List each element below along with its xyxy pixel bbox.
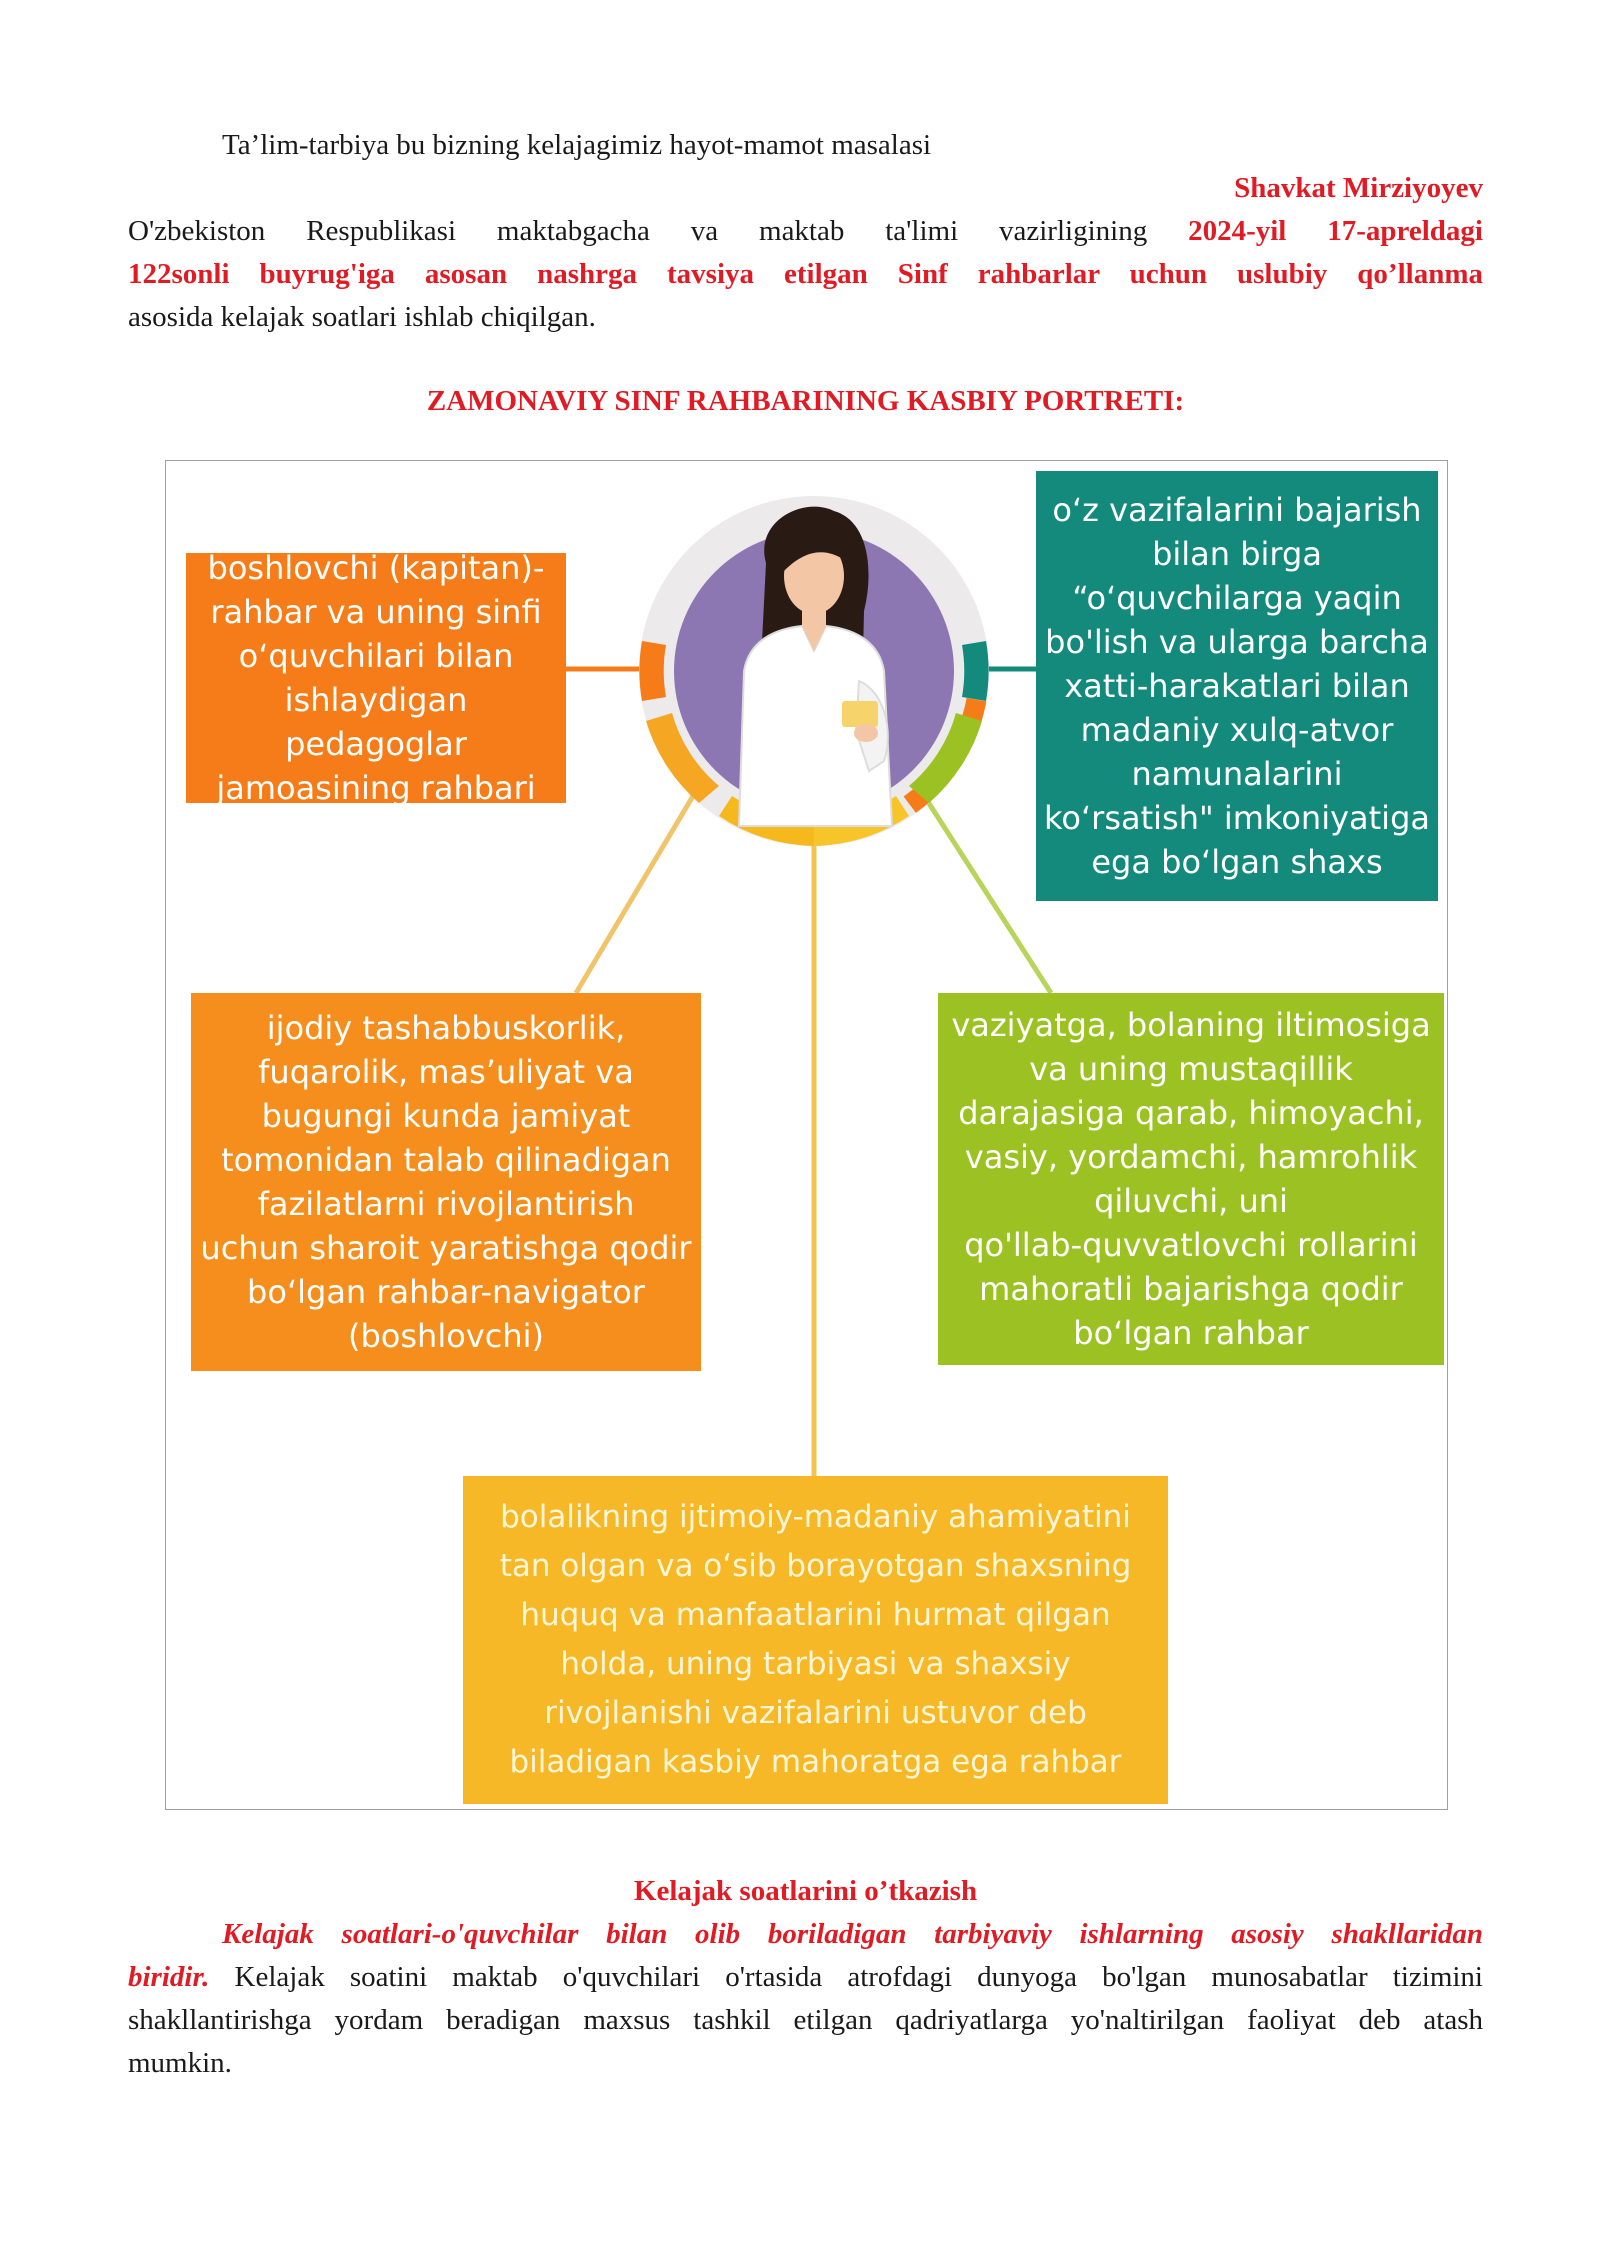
section-para-line-2-text: Kelajak soatini maktab o'quvchilari o'rtasida atrofdagi dunyoga bo'lgan munosabatlar tizimini [209, 1961, 1483, 1993]
intro-line-1 [128, 210, 1483, 253]
intro-line-2: 122sonli buyrug'iga asosan nashrga tavsiya etilgan Sinf rahbarlar uchun uslubiy qo’llanma [128, 258, 1483, 290]
intro-line-1-text: O'zbekiston Respublikasi maktabgacha va maktab ta'limi vazirligining [128, 215, 1189, 247]
box-leader-navigator: ijodiy tashabbuskorlik, fuqarolik, mas’uliyat va bugungi kunda jamiyat tomonidan talab qilinadigan fazilatlarni rivojlantirish uchun sharoit yaratishga qodir bo‘lgan rahbar-navigator (boshlovchi) [191, 993, 701, 1371]
intro-line-1-highlight: 2024-yil 17-apreldagi [1188, 215, 1483, 247]
section-para-line-1: Kelajak soatlari-o'quvchilar bilan olib boriladigan tarbiyaviy ishlarning asosiy shakllaridan [222, 1918, 1483, 1950]
box-supportive-leader: vaziyatga, bolaning iltimosiga va uning mustaqillik darajasiga qarab, himoyachi, vasiy, yordamchi, hamrohlik qiluvchi, uni qo'llab-quvvatlovchi rollarini mahoratli bajarishga qodir bo‘lgan rahbar [938, 993, 1444, 1365]
epigraph-author: Shavkat Mirziyoyev [1234, 172, 1483, 204]
box-leader-captain: boshlovchi (kapitan)- rahbar va uning sinfi o‘quvchilari bilan ishlaydigan pedagoglar jamoasining rahbari [186, 553, 566, 803]
connector-mid-left [576, 791, 696, 993]
connector-mid-right [921, 791, 1051, 993]
section-para-line-4: mumkin. [128, 2047, 232, 2079]
section-para-lead-end: biridir. [128, 1961, 210, 1993]
section-para-line-2 [128, 1956, 1483, 1999]
intro-line-3: asosida kelajak soatlari ishlab chiqilgan. [128, 301, 596, 333]
box-personal-example: o‘z vazifalarini bajarish bilan birga “o‘quvchilarga yaqin bo'lish va ularga barcha xatti-harakatlari bilan madaniy xulq-atvor namunalarini ko‘rsatish" imkoniyatiga ega bo‘lgan shaxs [1036, 471, 1438, 901]
portrait-diagram [165, 460, 1448, 1810]
diagram-heading: ZAMONAVIY SINF RAHBARINING KASBIY PORTRETI: [426, 385, 1185, 417]
box-professional-leader: bolalikning ijtimoiy-madaniy ahamiyatini tan olgan va o‘sib borayotgan shaxsning huquq va manfaatlarini hurmat qilgan holda, uning tarbiyasi va shaxsiy rivojlanishi vazifalarini ustuvor deb biladigan kasbiy mahoratga ega rahbar [463, 1476, 1168, 1804]
section-title: Kelajak soatlarini o’tkazish [633, 1875, 978, 1907]
section-para-line-3: shakllantirishga yordam beradigan maxsus tashkil etilgan qadriyatlarga yo'naltirilgan faoliyat deb atash [128, 2004, 1483, 2036]
epigraph: Ta’lim-tarbiya bu bizning kelajagimiz hayot-mamot masalasi [222, 129, 932, 161]
